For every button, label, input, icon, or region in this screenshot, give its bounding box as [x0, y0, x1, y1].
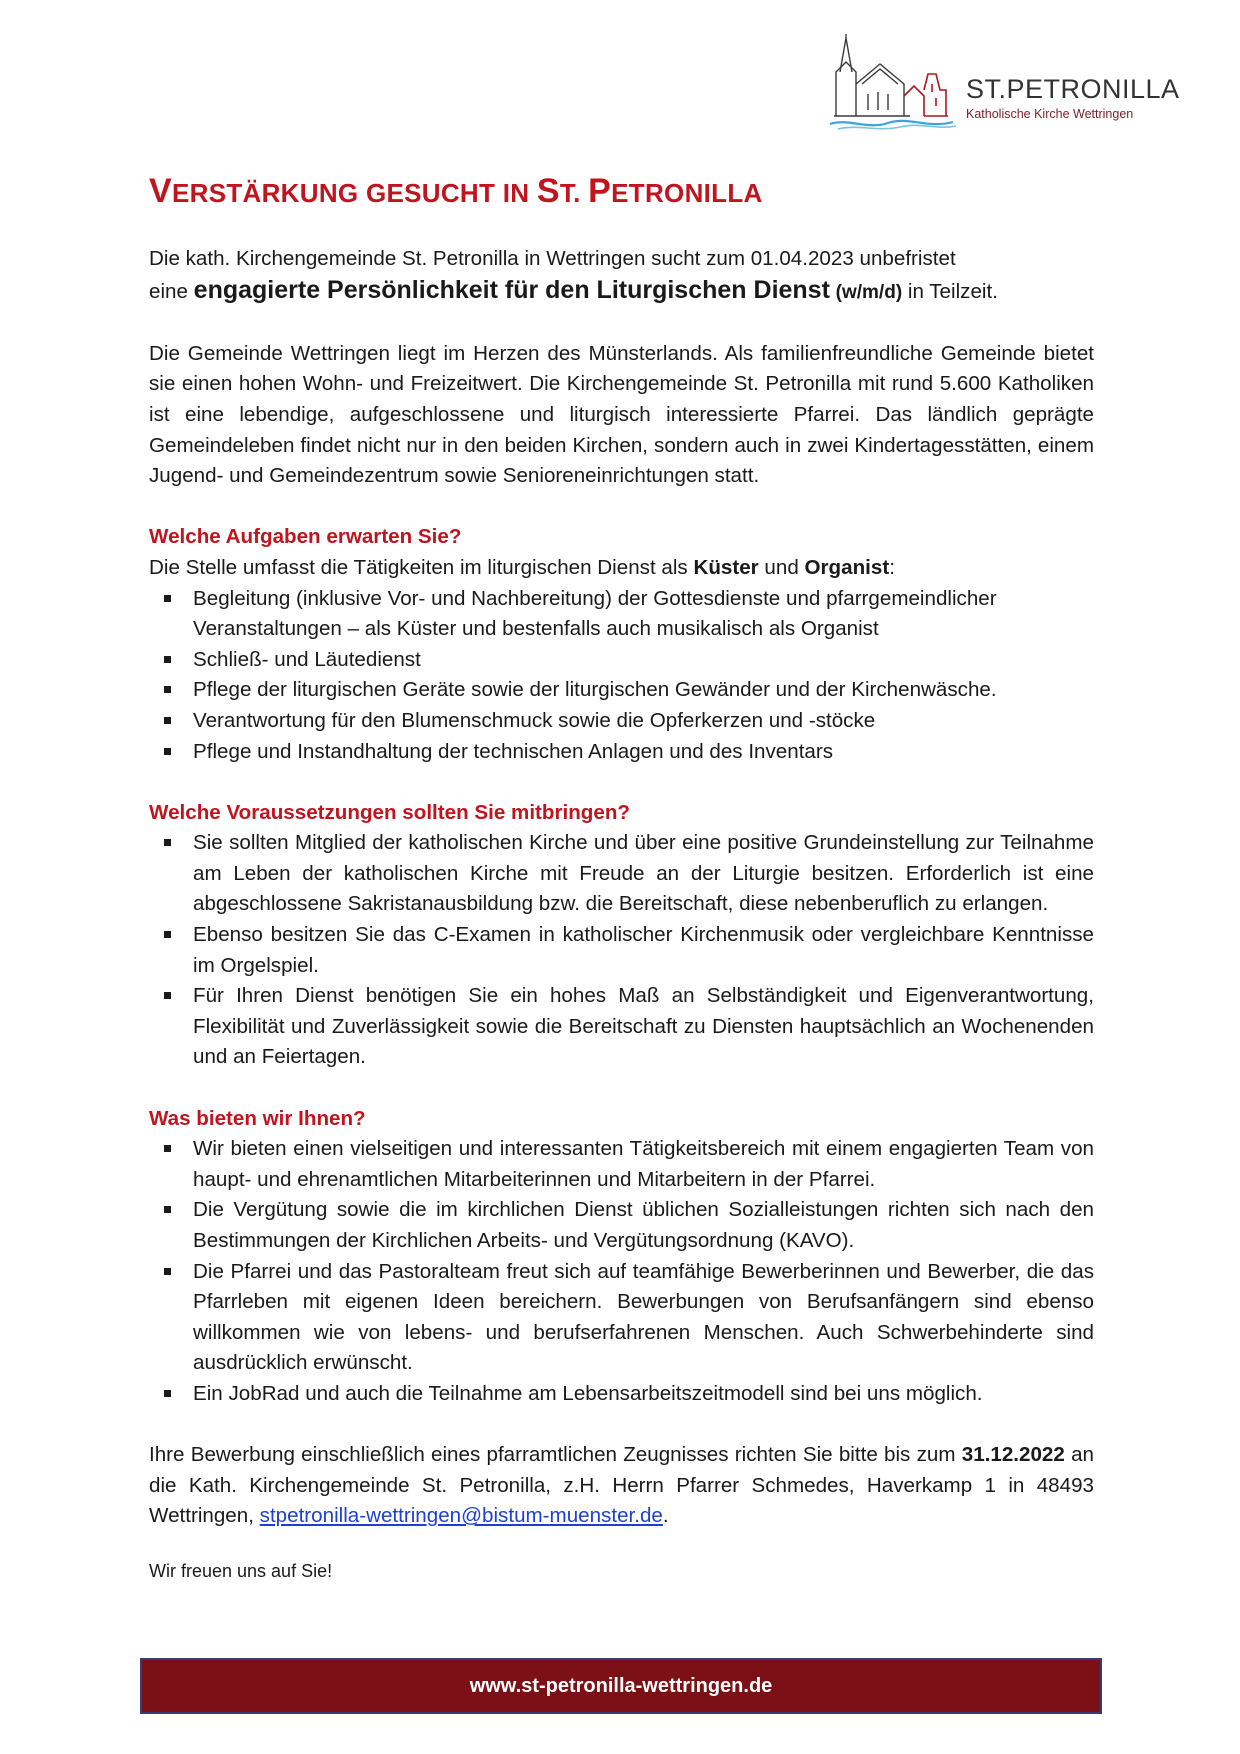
- intro-line-1: Die kath. Kirchengemeinde St. Petronilla in Wettringen sucht zum 01.04.2023 unbefristet: [149, 247, 956, 270]
- logo: [828, 34, 1180, 130]
- tasks-intro: Die Stelle umfasst die Tätigkeiten im liturgischen Dienst als Küster und Organist:: [149, 555, 895, 579]
- list-item: Für Ihren Dienst benötigen Sie ein hohes Maß an Selbständigkeit und Eigenverantwortung, Flexibilität und Zuverlässigkeit sowie die Bereitschaft zu Diensten hauptsächlich an Wochenenden und an Feiertagen.: [149, 981, 1094, 1073]
- page-title: VERSTÄRKUNG GESUCHT IN ST. PETRONILLA: [149, 172, 763, 210]
- list-item: Ebenso besitzen Sie das C-Examen in katholischer Kirchenmusik oder vergleichbare Kenntnisse im Orgelspiel.: [149, 920, 1094, 981]
- deadline-date: 31.12.2022: [961, 1443, 1065, 1467]
- email-link[interactable]: stpetronilla-wettringen@bistum-muenster.de: [259, 1504, 663, 1528]
- list-item: Schließ- und Läutedienst: [149, 645, 1094, 676]
- list-item: Die Vergütung sowie die im kirchlichen Dienst üblichen Sozialleistungen richten sich nach den Bestimmungen der Kirchlichen Arbeits- und Vergütungsordnung (KAVO).: [149, 1195, 1094, 1256]
- tasks-heading: Welche Aufgaben erwarten Sie?: [149, 525, 462, 549]
- offer-list: [149, 1134, 1094, 1409]
- church-icon: [828, 34, 966, 130]
- logo-subtitle: Katholische Kirche Wettringen: [966, 107, 1134, 121]
- intro-line-2: eine engagierte Persönlichkeit für den Liturgischen Dienst (w/m/d) in Teilzeit.: [149, 275, 998, 304]
- closing-text: Wir freuen uns auf Sie!: [149, 1560, 333, 1581]
- tasks-list: [149, 584, 1094, 768]
- requirements-list: [149, 828, 1094, 1073]
- list-item: Sie sollten Mitglied der katholischen Kirche und über eine positive Grundeinstellung zur Teilnahme am Leben der katholischen Kirche mit Freude an der Liturgie besitzen. Erforderlich ist eine abgeschlossene Sakristanausbildung bzw. die Bereitschaft, diese nebenberuflich zu erlangen.: [149, 828, 1094, 920]
- list-item: Begleitung (inklusive Vor- und Nachbereitung) der Gottesdienste und pfarrgemeindlicher Veranstaltungen – als Küster und bestenfalls auch musikalisch als Organist: [149, 584, 1094, 645]
- list-item: Pflege und Instandhaltung der technischen Anlagen und des Inventars: [149, 737, 1094, 768]
- list-item: Wir bieten einen vielseitigen und interessanten Tätigkeitsbereich mit einem engagierten Team von haupt- und ehrenamtlichen Mitarbeiterinnen und Mitarbeitern in der Pfarrei.: [149, 1134, 1094, 1195]
- list-item: Pflege der liturgischen Geräte sowie der liturgischen Gewänder und der Kirchenwäsche.: [149, 675, 1094, 706]
- footer-bar: [140, 1658, 1102, 1714]
- position-title: engagierte Persönlichkeit für den Liturgischen Dienst: [193, 275, 830, 304]
- list-item: Verantwortung für den Blumenschmuck sowie die Opferkerzen und -stöcke: [149, 706, 1094, 737]
- application-paragraph: Ihre Bewerbung einschließlich eines pfarramtlichen Zeugnisses richten Sie bitte bis zum 31.12.2022 an die Kath. Kirchengemeinde St. Petronilla, z.H. Herrn Pfarrer Schmedes, Haverkamp 1 in 48493 Wettringen, stpetronilla-wettringen@bistum-muenster.de.: [149, 1443, 1094, 1528]
- footer-website-link[interactable]: www.st-petronilla-wettringen.de: [469, 1674, 773, 1697]
- list-item: Ein JobRad und auch die Teilnahme am Lebensarbeitszeitmodell sind bei uns möglich.: [149, 1379, 1094, 1410]
- description-paragraph: Die Gemeinde Wettringen liegt im Herzen des Münsterlands. Als familienfreundliche Gemeinde bietet sie einen hohen Wohn- und Freizeitwert. Die Kirchengemeinde St. Petronilla mit rund 5.600 Katholiken ist eine lebendige, aufgeschlossene und liturgisch interessierte Pfarrei. Das ländlich geprägte Gemeindeleben findet nicht nur in den beiden Kirchen, sondern auch in zwei Kindertagesstätten, einem Jugend- und Gemeindezentrum sowie Senioreneinrichtungen statt.: [149, 341, 1094, 488]
- offer-heading: Was bieten wir Ihnen?: [149, 1106, 366, 1130]
- list-item: Die Pfarrei und das Pastoralteam freut sich auf teamfähige Bewerberinnen und Bewerber, die das Pfarrleben mit eigenen Ideen bereichern. Bewerbungen von Berufsanfängern sind ebenso willkommen wie von lebens- und berufserfahrenen Menschen. Auch Schwerbehinderte sind ausdrücklich erwünscht.: [149, 1257, 1094, 1379]
- logo-name: ST.PETRONILLA: [966, 74, 1180, 104]
- requirements-heading: Welche Voraussetzungen sollten Sie mitbringen?: [149, 800, 630, 824]
- main-content: [149, 244, 1094, 1587]
